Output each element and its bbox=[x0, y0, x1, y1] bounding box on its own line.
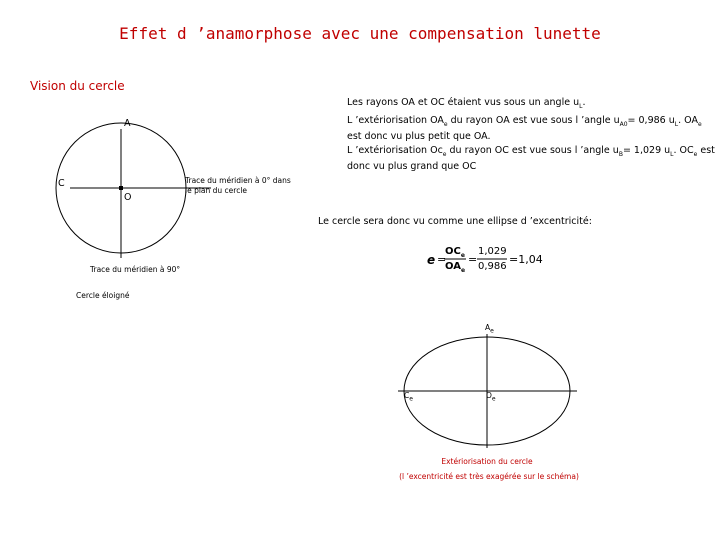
label-A: A bbox=[124, 118, 131, 129]
text-exteriorisation-oa: L ’extériorisation $OA_e$ du rayon OA est vue sous l ’angle $u_{A0}= 0,986$ $u_L$. $OA_e$ est donc vu plus petit que OA. bbox=[347, 115, 702, 142]
label-Ae: $A_e$ bbox=[485, 323, 494, 335]
section-subtitle: Vision du cercle bbox=[30, 79, 125, 93]
meridian-0-label: Trace du méridien à 0° dans le plan du cercle bbox=[185, 176, 291, 195]
formula-e: e bbox=[427, 253, 436, 267]
formula-den: $OA_e$ bbox=[445, 261, 466, 274]
center-point-O bbox=[119, 186, 123, 190]
label-Ce: $C_e$ bbox=[404, 391, 413, 403]
circle-far-label: Cercle éloigné bbox=[76, 291, 130, 300]
formula-num: $OC_e$ bbox=[445, 246, 465, 259]
formula-eq2: = bbox=[468, 253, 478, 266]
meridian-90-label: Trace du méridien à 90° bbox=[90, 265, 181, 274]
caption-exteriorisation: Extériorisation du cercle bbox=[441, 457, 533, 466]
text-rays: Les rayons OA et OC étaient vus sous un angle $u_L$. bbox=[347, 97, 586, 110]
ellipse-note: Le cercle sera donc vu comme une ellipse d ’excentricité: bbox=[318, 216, 592, 227]
formula-result: =1,04 bbox=[509, 253, 543, 266]
label-Oe: $O_e$ bbox=[486, 391, 496, 403]
formula-num2: 1,029 bbox=[478, 246, 507, 257]
formula-eq: = bbox=[437, 253, 447, 266]
text-exteriorisation-oc: L ’extériorisation $Oc_e$ du rayon OC est vue sous l ’angle $u_B= 1,029$ $u_L$. $OC_e$ est donc vu plus grand que OC bbox=[347, 145, 715, 172]
label-C: C bbox=[58, 178, 65, 189]
page-title: Effet d ’anamorphose avec une compensation lunette bbox=[119, 24, 601, 43]
formula-den2: 0,986 bbox=[478, 261, 507, 272]
caption-note: (l ’excentricité est très exagérée sur le schéma) bbox=[399, 472, 579, 481]
label-O: O bbox=[124, 192, 132, 203]
